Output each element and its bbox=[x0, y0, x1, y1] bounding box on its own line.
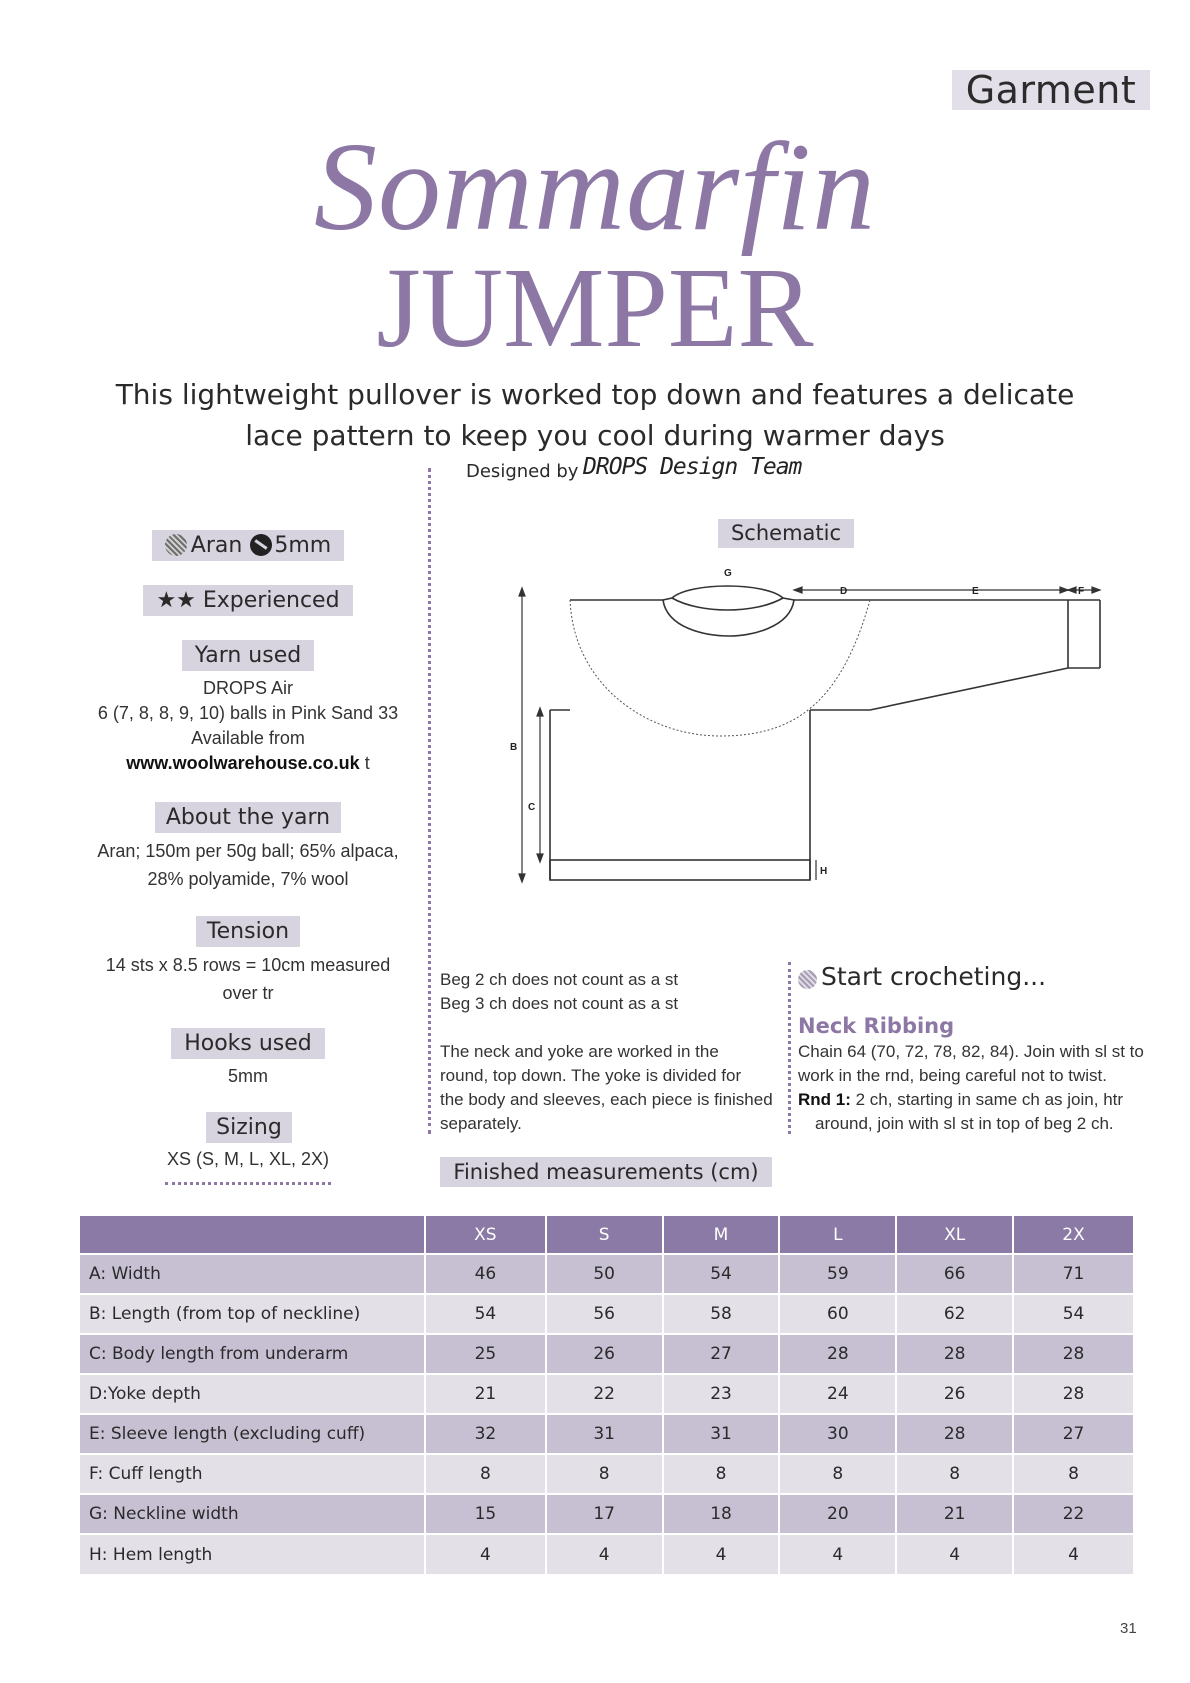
col-header: 2X bbox=[1013, 1216, 1134, 1254]
table-row bbox=[80, 1494, 1134, 1534]
about-yarn-line2: 28% polyamide, 7% wool bbox=[147, 869, 349, 889]
table-cell: 4 bbox=[663, 1534, 780, 1574]
label-e: E bbox=[972, 586, 979, 597]
table-cell: 60 bbox=[779, 1294, 896, 1334]
row-label: G: Neckline width bbox=[80, 1494, 425, 1534]
table-cell: 28 bbox=[896, 1414, 1013, 1454]
yarn-ball-icon bbox=[165, 534, 187, 556]
note-line1: Beg 2 ch does not count as a st bbox=[440, 970, 679, 989]
table-cell: 26 bbox=[896, 1374, 1013, 1414]
note-para-line4: separately. bbox=[440, 1114, 522, 1133]
table-cell: 23 bbox=[663, 1374, 780, 1414]
designer-name: DROPS Design Team bbox=[583, 454, 802, 480]
difficulty-label: Experienced bbox=[202, 588, 340, 613]
table-cell: 8 bbox=[779, 1454, 896, 1494]
note-para-line1: The neck and yoke are worked in the bbox=[440, 1042, 719, 1061]
row-label: A: Width bbox=[80, 1254, 425, 1294]
sidebar-divider bbox=[165, 1182, 331, 1185]
neck-line2: work in the rnd, being careful not to twist. bbox=[798, 1066, 1107, 1085]
measurements-table bbox=[80, 1216, 1135, 1574]
table-row bbox=[80, 1294, 1134, 1334]
table-cell: 17 bbox=[546, 1494, 663, 1534]
table-cell: 71 bbox=[1013, 1254, 1134, 1294]
table-cell: 24 bbox=[779, 1374, 896, 1414]
table-cell: 25 bbox=[425, 1334, 546, 1374]
about-yarn-heading: About the yarn bbox=[155, 802, 341, 833]
row-label: H: Hem length bbox=[80, 1534, 425, 1574]
row-label: B: Length (from top of neckline) bbox=[80, 1294, 425, 1334]
table-cell: 26 bbox=[546, 1334, 663, 1374]
table-cell: 22 bbox=[546, 1374, 663, 1414]
schematic-diagram bbox=[510, 568, 1110, 930]
table-cell: 18 bbox=[663, 1494, 780, 1534]
start-crocheting-title bbox=[798, 962, 1046, 991]
table-cell: 56 bbox=[546, 1294, 663, 1334]
rnd-text1: 2 ch, starting in same ch as join, htr bbox=[855, 1090, 1124, 1109]
table-row bbox=[80, 1374, 1134, 1414]
table-cell: 8 bbox=[1013, 1454, 1134, 1494]
yarn-used-block bbox=[80, 676, 416, 776]
row-label: E: Sleeve length (excluding cuff) bbox=[80, 1414, 425, 1454]
hooks-heading: Hooks used bbox=[171, 1028, 325, 1059]
table-cell: 8 bbox=[663, 1454, 780, 1494]
col-header: L bbox=[779, 1216, 896, 1254]
row-label: D:Yoke depth bbox=[80, 1374, 425, 1414]
note-line2: Beg 3 ch does not count as a st bbox=[440, 994, 679, 1013]
rnd-label: Rnd 1: bbox=[798, 1090, 851, 1109]
start-title-text: Start crocheting... bbox=[821, 962, 1047, 991]
neckband-shape bbox=[663, 586, 794, 636]
table-cell: 27 bbox=[1013, 1414, 1134, 1454]
title-script: Sommarfin bbox=[313, 118, 877, 257]
available-from: Available from bbox=[191, 728, 305, 748]
table-cell: 8 bbox=[546, 1454, 663, 1494]
tension-block bbox=[80, 951, 416, 1007]
table-cell: 32 bbox=[425, 1414, 546, 1454]
table-cell: 58 bbox=[663, 1294, 780, 1334]
title-main: JUMPER bbox=[376, 244, 814, 371]
table-row bbox=[80, 1454, 1134, 1494]
label-g: G bbox=[724, 568, 732, 579]
yarn-weight-badge bbox=[152, 530, 344, 561]
hook-icon bbox=[250, 534, 272, 556]
table-cell: 8 bbox=[425, 1454, 546, 1494]
table-cell: 30 bbox=[779, 1414, 896, 1454]
neck-ribbing-heading: Neck Ribbing bbox=[798, 1014, 955, 1038]
label-c: C bbox=[528, 802, 536, 813]
table-header-blank bbox=[80, 1216, 425, 1254]
about-yarn-block bbox=[80, 837, 416, 893]
yarn-weight: Aran bbox=[190, 533, 243, 558]
neck-line1: Chain 64 (70, 72, 78, 82, 84). Join with sl st to bbox=[798, 1042, 1144, 1061]
table-cell: 28 bbox=[1013, 1334, 1134, 1374]
sizing-value: XS (S, M, L, XL, 2X) bbox=[166, 1149, 330, 1169]
table-cell: 62 bbox=[896, 1294, 1013, 1334]
table-cell: 21 bbox=[425, 1374, 546, 1414]
section-tag: Garment bbox=[952, 70, 1150, 110]
difficulty-badge bbox=[143, 585, 353, 616]
neckline-curve bbox=[672, 598, 783, 610]
sleeve-underside bbox=[870, 668, 1068, 710]
label-b: B bbox=[510, 742, 518, 753]
yarn-ball-icon bbox=[798, 970, 817, 989]
table-cell: 54 bbox=[663, 1254, 780, 1294]
neck-ribbing-block bbox=[798, 1040, 1144, 1136]
table-cell: 15 bbox=[425, 1494, 546, 1534]
table-cell: 4 bbox=[1013, 1534, 1134, 1574]
sizing-heading: Sizing bbox=[206, 1112, 292, 1143]
subtitle: This lightweight pullover is worked top down and features a delicate lace pattern to keep you cool during warmer days bbox=[115, 378, 1075, 452]
table-cell: 54 bbox=[1013, 1294, 1134, 1334]
label-d: D bbox=[840, 586, 848, 597]
page-number: 31 bbox=[1120, 1620, 1137, 1637]
table-cell: 21 bbox=[896, 1494, 1013, 1534]
col-header: XS bbox=[425, 1216, 546, 1254]
hem-band bbox=[550, 860, 810, 880]
table-row bbox=[80, 1534, 1134, 1574]
table-cell: 28 bbox=[1013, 1374, 1134, 1414]
table-cell: 28 bbox=[779, 1334, 896, 1374]
hooks-value: 5mm bbox=[228, 1066, 268, 1086]
table-row bbox=[80, 1254, 1134, 1294]
label-h: H bbox=[820, 866, 828, 877]
measurements-heading: Finished measurements (cm) bbox=[440, 1157, 772, 1187]
col-header: M bbox=[663, 1216, 780, 1254]
yarn-used-heading: Yarn used bbox=[182, 640, 314, 671]
table-cell: 27 bbox=[663, 1334, 780, 1374]
column-divider bbox=[428, 468, 431, 1134]
table-cell: 22 bbox=[1013, 1494, 1134, 1534]
website-suffix: t bbox=[364, 753, 370, 773]
table-cell: 59 bbox=[779, 1254, 896, 1294]
table-cell: 4 bbox=[896, 1534, 1013, 1574]
yoke-curve bbox=[570, 600, 870, 736]
about-yarn-line1: Aran; 150m per 50g ball; 65% alpaca, bbox=[97, 841, 399, 861]
yarn-name: DROPS Air bbox=[202, 678, 294, 698]
table-cell: 8 bbox=[896, 1454, 1013, 1494]
row-label: F: Cuff length bbox=[80, 1454, 425, 1494]
table-cell: 46 bbox=[425, 1254, 546, 1294]
table-cell: 54 bbox=[425, 1294, 546, 1334]
stockist-link[interactable]: www.woolwarehouse.co.uk bbox=[126, 753, 360, 773]
yarn-quantity: 6 (7, 8, 8, 9, 10) balls in Pink Sand 33 bbox=[97, 703, 399, 723]
table-header-row bbox=[80, 1216, 1134, 1254]
label-f: F bbox=[1078, 586, 1085, 597]
table-cell: 4 bbox=[546, 1534, 663, 1574]
table-row bbox=[80, 1334, 1134, 1374]
designed-by-label: Designed by bbox=[466, 461, 579, 482]
note-para-line3: the body and sleeves, each piece is finished bbox=[440, 1090, 773, 1109]
row-label: C: Body length from underarm bbox=[80, 1334, 425, 1374]
table-cell: 4 bbox=[425, 1534, 546, 1574]
table-cell: 28 bbox=[896, 1334, 1013, 1374]
schematic-heading: Schematic bbox=[718, 519, 854, 548]
col-header: S bbox=[546, 1216, 663, 1254]
table-row bbox=[80, 1414, 1134, 1454]
notes-block bbox=[440, 968, 773, 1136]
col-header: XL bbox=[896, 1216, 1013, 1254]
table-cell: 4 bbox=[779, 1534, 896, 1574]
table-cell: 50 bbox=[546, 1254, 663, 1294]
tension-heading: Tension bbox=[196, 916, 300, 947]
table-cell: 31 bbox=[546, 1414, 663, 1454]
notes-divider bbox=[788, 962, 791, 1134]
table-cell: 20 bbox=[779, 1494, 896, 1534]
tension-line2: over tr bbox=[222, 983, 274, 1003]
note-para-line2: round, top down. The yoke is divided for bbox=[440, 1066, 742, 1085]
rnd-text2: around, join with sl st in top of beg 2 ch. bbox=[815, 1114, 1114, 1133]
table-cell: 66 bbox=[896, 1254, 1013, 1294]
hook-size: 5mm bbox=[274, 533, 332, 558]
difficulty-stars-icon: ★★ bbox=[156, 588, 196, 613]
table-cell: 31 bbox=[663, 1414, 780, 1454]
tension-line1: 14 sts x 8.5 rows = 10cm measured bbox=[105, 955, 391, 975]
